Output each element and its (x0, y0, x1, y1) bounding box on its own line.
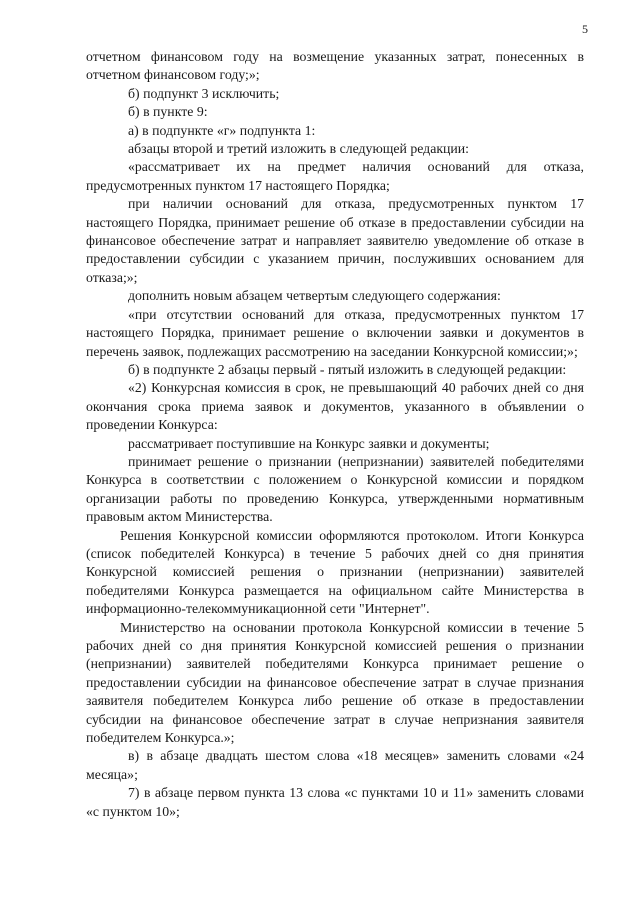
paragraph: «при отсутствии оснований для отказа, предусмотренных пунктом 17 настоящего Порядка, принимает решение о включении заявки и документов в перечень заявок, подлежащих рассмотрению на заседании Конкурсной комиссии;»; (86, 306, 584, 359)
paragraph: «рассматривает их на предмет наличия оснований для отказа, предусмотренных пунктом 17 настоящего Порядка; (86, 159, 584, 193)
paragraph: в) в абзаце двадцать шестом слова «18 месяцев» заменить словами «24 месяца»; (86, 748, 584, 782)
paragraph: рассматривает поступившие на Конкурс заявки и документы; (128, 435, 490, 451)
paragraph: при наличии оснований для отказа, предусмотренных пунктом 17 настоящего Порядка, принимает решение об отказе в предоставлении субсидии на финансовое обеспечение затрат и направляет заявителю уведомление об отказе в предоставлении субсидии с указанием причин, послуживших основанием для отказа;»; (86, 196, 584, 285)
paragraph: б) подпункт 3 исключить; (128, 85, 280, 101)
paragraph: б) в пункте 9: (128, 104, 208, 120)
paragraph: дополнить новым абзацем четвертым следующего содержания: (128, 288, 501, 304)
paragraph: а) в подпункте «г» подпункта 1: (128, 122, 316, 138)
page-number: 5 (582, 22, 588, 36)
paragraph: «2) Конкурсная комиссия в срок, не превышающий 40 рабочих дней со дня окончания срока приема заявок и документов, указанного в объявлении о проведении Конкурса: (86, 380, 584, 433)
paragraph: принимает решение о признании (непризнании) заявителей победителями Конкурса в соответствии с положением о Конкурсной комиссии и порядком организации работы по проведению Конкурса, утвержденными нормативным правовым актом Министерства. (86, 453, 584, 525)
paragraph: Решения Конкурсной комиссии оформляются протоколом. Итоги Конкурса (список победителей Конкурса) в течение 5 рабочих дней со дня принятия Конкурсной комиссией решения о признании (непризнании) заявителей победителями Конкурса размещается на официальном сайте Министерства в информационно-телекоммуникационной сети "Интернет". (86, 527, 584, 617)
paragraph: б) в подпункте 2 абзацы первый - пятый изложить в следующей редакции: (128, 361, 567, 377)
paragraph: Министерство на основании протокола Конкурсной комиссии в течение 5 рабочих дней со дня принятия Конкурсной комиссией решения о признании (непризнании) заявителей победителями Конкурса принимает решение о предоставлении субсидии на финансовое обеспечение затрат в случае признания заявителя победителем Конкурса либо решение об отказе в предоставлении субсидии на финансовое обеспечение затрат в случае непризнания заявителя победителем Конкурса.»; (86, 619, 584, 746)
document-body (86, 48, 584, 821)
paragraph: абзацы второй и третий изложить в следующей редакции: (128, 141, 470, 157)
paragraph: отчетном финансовом году на возмещение указанных затрат, понесенных в отчетном финансовом году;»; (86, 49, 584, 83)
paragraph: 7) в абзаце первом пункта 13 слова «с пунктами 10 и 11» заменить словами «с пунктом 10»; (86, 785, 584, 819)
